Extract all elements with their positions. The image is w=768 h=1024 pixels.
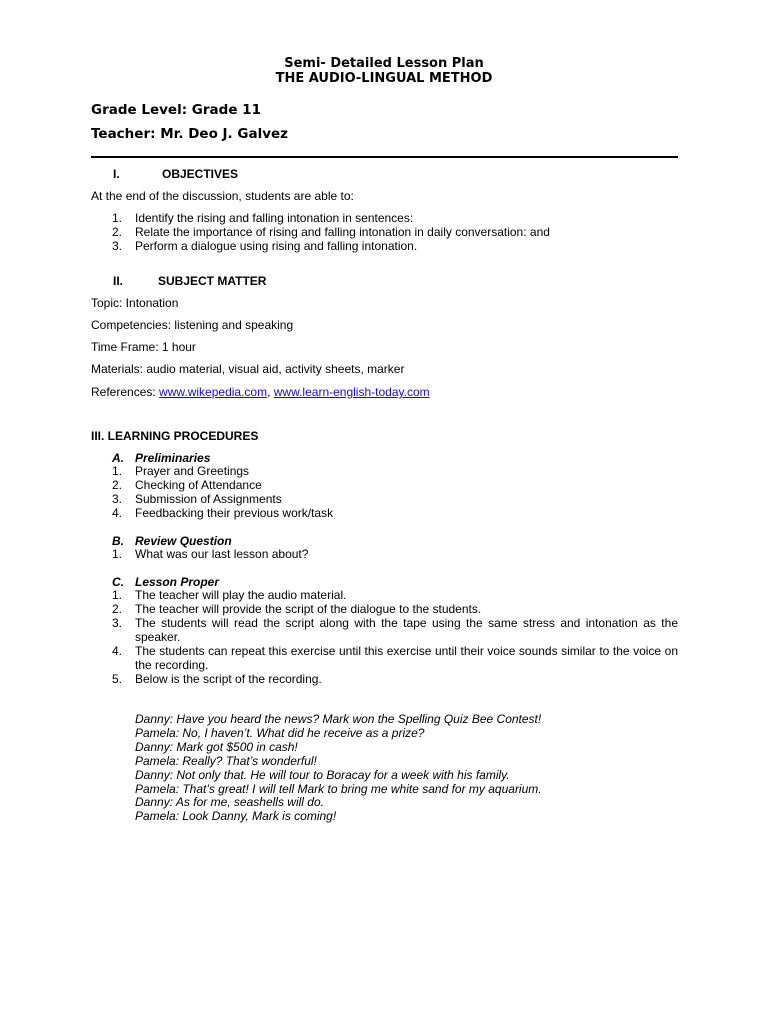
section-title: OBJECTIVES [162,167,239,181]
dialogue-line: Danny: Have you heard the news? Mark won the Spelling Quiz Bee Contest! [135,712,542,726]
review-list [112,547,678,561]
reference-link-learn-english[interactable]: www.learn-english-today.com [273,385,430,399]
reference-link-wikepedia[interactable]: www.wikepedia.com [159,385,268,399]
document-title: Semi- Detailed Lesson Plan [284,56,484,71]
references: References: www.wikepedia.com, www.learn-english-today.com [91,385,430,399]
subsection-lesson-proper: C. Lesson Proper [112,575,220,589]
dialogue-line: Danny: Mark got $500 in cash! [135,739,298,754]
time-frame: Time Frame: 1 hour [91,340,196,354]
lesson-proper-list [112,588,678,686]
list-item: 2. Relate the importance of rising and falling intonation in daily conversation: and [112,225,550,239]
subsection-preliminaries: A. Preliminaries [112,451,211,465]
dialogue-line: Pamela: No, I haven’t. What did he receive as a prize? [135,725,425,740]
dialogue-script [135,713,542,824]
dialogue-line: Danny: Not only that. He will tour to Boracay for a week with his family. [135,767,510,782]
dialogue-line: Pamela: Look Danny, Mark is coming! [135,809,337,824]
objectives-list [112,211,678,253]
list-item: 3. Perform a dialogue using rising and falling intonation. [112,239,418,253]
list-item: 4. The students can repeat this exercise until this exercise until their voice sounds similar to the voice on the recording. [112,644,678,672]
topic: Topic: Intonation [91,296,179,310]
section-title: III. LEARNING PROCEDURES [91,429,259,443]
list-item: 1. Prayer and Greetings [112,464,250,478]
objectives-intro: At the end of the discussion, students are able to: [91,189,354,203]
teacher-name: Teacher: Mr. Deo J. Galvez [91,126,289,142]
list-item: 3. Submission of Assignments [112,492,282,506]
header-divider [91,156,678,158]
dialogue-line: Pamela: That’s great! I will tell Mark to bring me white sand for my aquarium. [135,781,542,796]
list-item: 2. The teacher will provide the script of the dialogue to the students. [112,602,482,616]
list-item: 1. Identify the rising and falling intonation in sentences: [112,211,414,225]
section-title: SUBJECT MATTER [158,274,267,288]
list-item: 5. Below is the script of the recording. [112,672,322,686]
list-item: 3. The students will read the script along with the tape using the same stress and intonation as the speaker. [112,616,678,644]
list-item: 1. What was our last lesson about? [112,547,309,561]
dialogue-line: Pamela: Really? That’s wonderful! [135,753,317,768]
document-subtitle: THE AUDIO-LINGUAL METHOD [275,71,493,86]
preliminaries-list [112,464,678,520]
list-item: 4. Feedbacking their previous work/task [112,506,334,520]
competencies: Competencies: listening and speaking [91,318,294,332]
dialogue-line: Danny: As for me, seashells will do. [135,795,324,810]
materials: Materials: audio material, visual aid, activity sheets, marker [91,362,405,376]
section-numeral: II. [113,274,124,288]
subsection-review: B. Review Question [112,534,232,548]
section-numeral: I. [113,167,120,181]
list-item: 1. The teacher will play the audio material. [112,588,347,602]
grade-level: Grade Level: Grade 11 [91,102,261,118]
list-item: 2. Checking of Attendance [112,478,262,492]
